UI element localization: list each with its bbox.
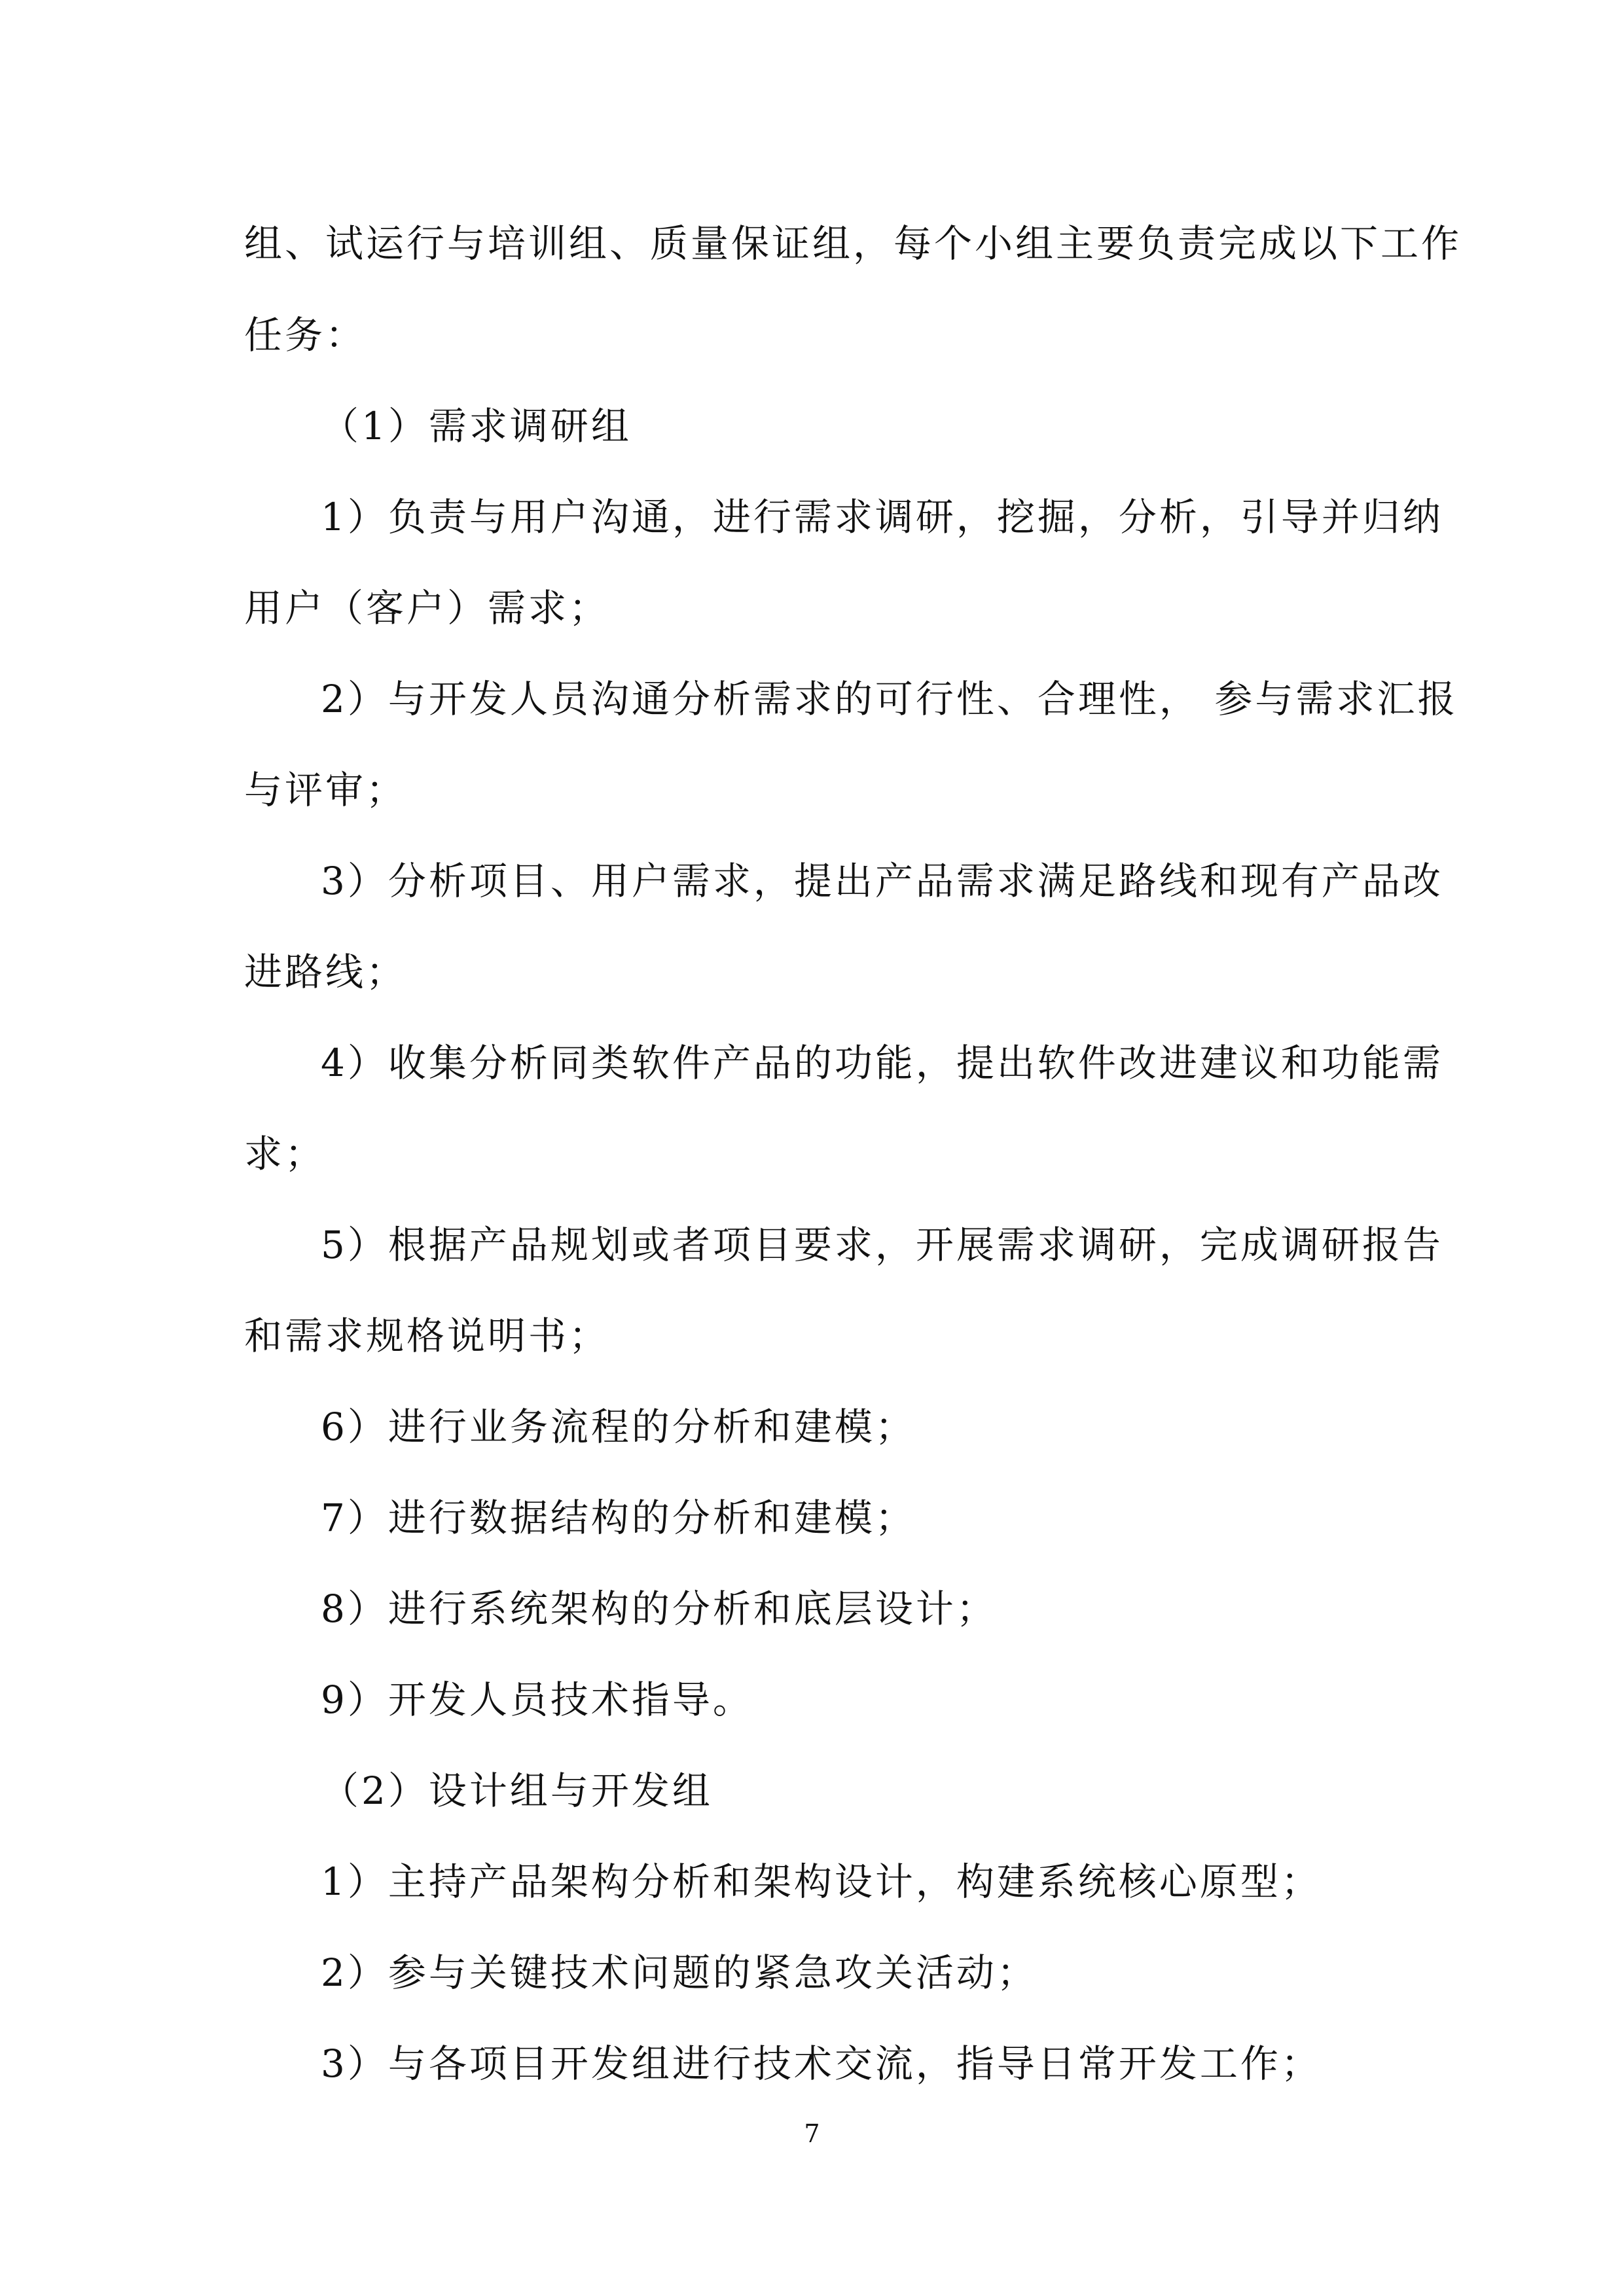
- list-item: 8）进行系统架构的分析和底层设计；: [321, 1587, 997, 1631]
- list-item: 2）参与关键技术问题的紧急攻关活动；: [321, 1950, 1038, 1995]
- list-item-continuation: 与评审；: [244, 768, 407, 812]
- list-item-continuation: 进路线；: [244, 950, 407, 994]
- list-item-continuation: 和需求规格说明书；: [244, 1314, 610, 1358]
- paragraph-line: 任务：: [244, 313, 367, 357]
- list-item: 1）负责与用户沟通，进行需求调研，挖掘，分析，引导并归纳: [321, 495, 1443, 539]
- page-number: 7: [804, 2119, 820, 2148]
- section-heading: （1）需求调研组: [321, 404, 632, 448]
- list-item: 7）进行数据结构的分析和建模；: [321, 1496, 916, 1540]
- section-heading: （2）设计组与开发组: [321, 1768, 713, 1813]
- list-item: 2）与开发人员沟通分析需求的可行性、合理性， 参与需求汇报: [321, 677, 1458, 721]
- list-item: 3）与各项目开发组进行技术交流，指导日常开发工作；: [321, 2041, 1322, 2086]
- list-item: 9）开发人员技术指导。: [321, 1677, 753, 1722]
- list-item: 3）分析项目、用户需求，提出产品需求满足路线和现有产品改: [321, 859, 1443, 903]
- list-item: 5）根据产品规划或者项目要求，开展需求调研，完成调研报告: [321, 1223, 1443, 1267]
- list-item-continuation: 用户（客户）需求；: [244, 586, 610, 630]
- paragraph-line: 组、试运行与培训组、质量保证组，每个小组主要负责完成以下工作: [244, 221, 1462, 266]
- list-item: 6）进行业务流程的分析和建模；: [321, 1405, 916, 1449]
- list-item: 1）主持产品架构分析和架构设计，构建系统核心原型；: [321, 1859, 1322, 1904]
- list-item-continuation: 求；: [244, 1132, 326, 1176]
- list-item: 4）收集分析同类软件产品的功能，提出软件改进建议和功能需: [321, 1041, 1443, 1085]
